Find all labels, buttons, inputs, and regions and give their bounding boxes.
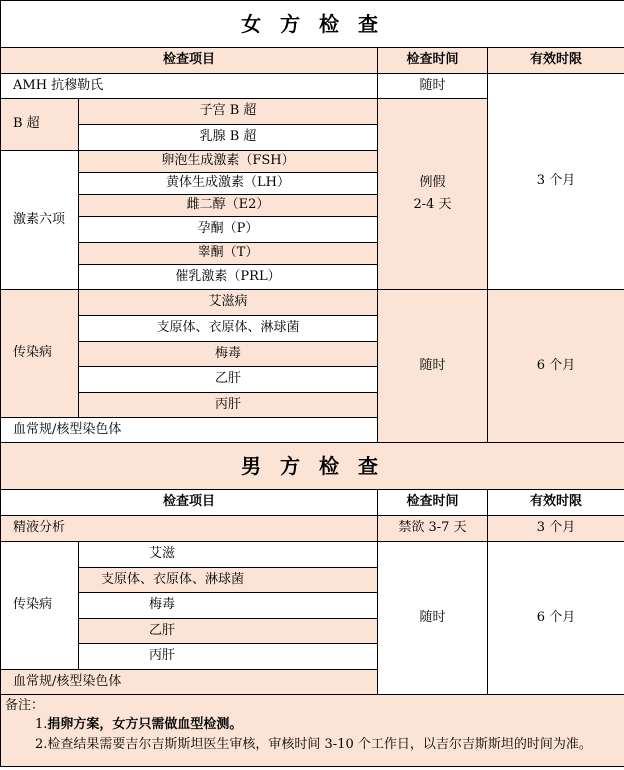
semen-analysis: 精液分析 [1,516,378,542]
period-time-line1: 例假 [419,174,446,190]
notes-title: 备注： [5,698,45,713]
notes-line-1 [1,718,624,732]
notes-line-1-num: 1. [35,717,48,733]
hormone-group-label: 激素六项 [1,151,79,290]
male-header-validity: 有效时限 [488,490,624,516]
notes-line-2-num: 2. [35,736,48,752]
female-infect-group-label: 传染病 [1,290,79,418]
male-validity-6-months: 6 个月 [488,542,624,695]
hormone-fsh: 卵泡生成激素（FSH） [79,151,378,173]
female-infect-time: 随时 [378,290,488,443]
notes-line-2 [1,738,624,752]
hormone-lh: 黄体生成激素（LH） [79,173,378,195]
female-infect-hepatitis-c: 丙肝 [79,393,378,418]
female-section-title: 女 方 检 查 [1,1,624,48]
male-blood-test: 血常规/核型染色体 [1,670,378,695]
b-ultrasound-uterus: 子宫 B 超 [79,99,378,125]
female-blood-test: 血常规/核型染色体 [1,418,378,443]
male-header-time: 检查时间 [378,490,488,516]
hormone-e2: 雌二醇（E2） [79,195,378,217]
female-infect-mycoplasma: 支原体、衣原体、淋球菌 [79,316,378,342]
amh-item: AMH 抗穆勒氏 [1,74,378,99]
male-section-title: 男 方 检 查 [1,443,624,490]
hormone-t: 睾酮（T） [79,243,378,265]
semen-time: 禁欲 3-7 天 [378,516,488,542]
period-time [378,99,488,290]
notes-line-1-text: 捐卵方案，女方只需做血型检测。 [47,717,243,733]
notes-line-2-text: 检查结果需要吉尔吉斯斯坦医生审核，审核时间 3-10 个工作日，以吉尔吉斯斯坦的时间为准。 [47,736,592,752]
female-infect-hepatitis-b: 乙肝 [79,367,378,393]
male-infect-group-label: 传染病 [1,542,79,670]
male-infect-syphilis: 梅毒 [79,593,378,619]
female-header-validity: 有效时限 [488,48,624,74]
male-infect-hiv: 艾滋 [79,542,378,568]
notes-block [1,695,624,767]
hormone-p: 孕酮（P） [79,217,378,243]
male-infect-time: 随时 [378,542,488,695]
female-validity-3-months: 3 个月 [488,74,624,290]
hormone-prl: 催乳激素（PRL） [79,265,378,290]
semen-validity: 3 个月 [488,516,624,542]
female-infect-syphilis: 梅毒 [79,342,378,367]
female-header-time: 检查时间 [378,48,488,74]
male-infect-hepatitis-c: 丙肝 [79,644,378,670]
female-infect-hiv: 艾滋病 [79,290,378,316]
female-header-item: 检查项目 [1,48,378,74]
amh-time: 随时 [378,74,488,99]
male-header-item: 检查项目 [1,490,378,516]
male-infect-hepatitis-b: 乙肝 [79,619,378,644]
period-time-line2: 2-4 天 [413,197,452,212]
male-infect-mycoplasma: 支原体、衣原体、淋球菌 [79,568,378,593]
b-ultrasound-breast: 乳腺 B 超 [79,125,378,151]
female-validity-6-months: 6 个月 [488,290,624,443]
b-ultrasound-group-label: B 超 [1,99,79,151]
